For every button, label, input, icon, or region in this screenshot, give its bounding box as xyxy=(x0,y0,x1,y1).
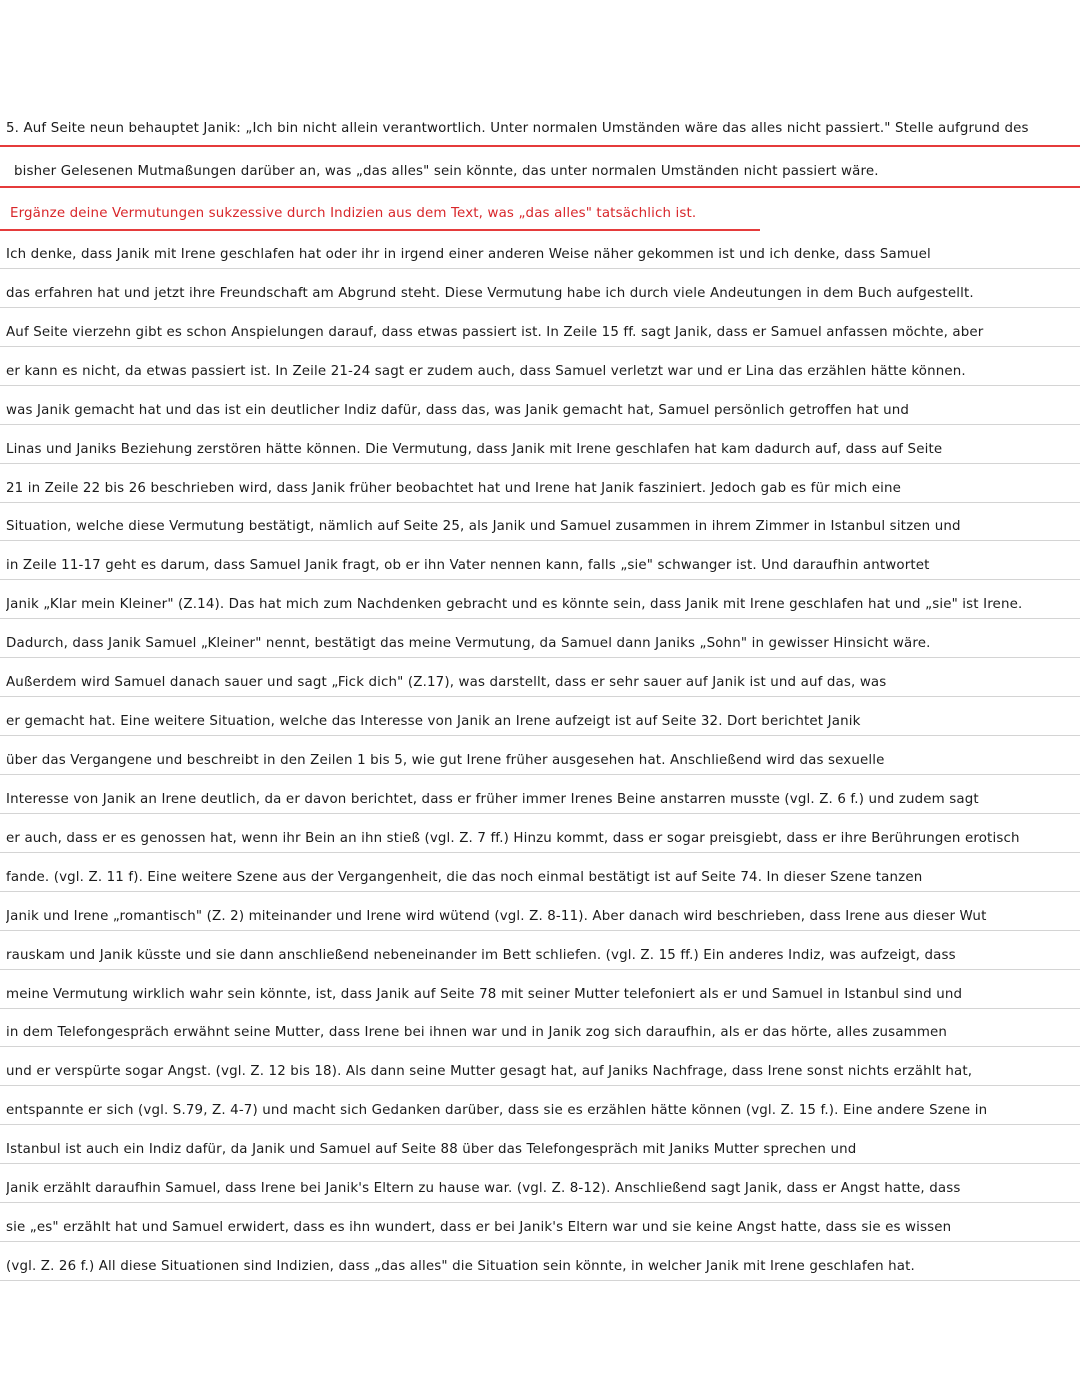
answer-line: was Janik gemacht hat und das ist ein deutlicher Indiz dafür, dass das, was Janik gemacht hat, Samuel persönlich getroffen hat und xyxy=(6,403,910,418)
ruled-line xyxy=(0,463,1080,464)
ruled-line xyxy=(0,579,1080,580)
answer-line: meine Vermutung wirklich wahr sein könnte, ist, dass Janik auf Seite 78 mit seiner Mutter telefoniert als er und Samuel in Istanbul sind und xyxy=(6,987,963,1002)
answer-line: sie „es" erzählt hat und Samuel erwidert, dass es ihn wundert, dass er bei Janik's Eltern war und sie keine Angst hatte, dass sie es wissen xyxy=(6,1220,952,1235)
answer-line: Janik „Klar mein Kleiner" (Z.14). Das hat mich zum Nachdenken gebracht und es könnte sein, dass Janik mit Irene geschlafen hat und „sie" ist Irene. xyxy=(6,597,1023,612)
ruled-line xyxy=(0,618,1080,619)
ruled-line xyxy=(0,1008,1080,1009)
ruled-line xyxy=(0,813,1080,814)
ruled-line xyxy=(0,502,1080,503)
ruled-line xyxy=(0,852,1080,853)
answer-line: er auch, dass er es genossen hat, wenn ihr Bein an ihn stieß (vgl. Z. 7 ff.) Hinzu kommt, dass er sogar preisgiebt, dass er ihre Berührungen erotisch xyxy=(6,831,1020,846)
answer-line: Situation, welche diese Vermutung bestätigt, nämlich auf Seite 25, als Janik und Samuel zusammen in ihrem Zimmer in Istanbul sitzen und xyxy=(6,519,961,534)
answer-line: in dem Telefongespräch erwähnt seine Mutter, dass Irene bei ihnen war und in Janik zog sich daraufhin, als er das hörte, alles zusammen xyxy=(6,1025,948,1040)
answer-line: (vgl. Z. 26 f.) All diese Situationen sind Indizien, dass „das alles" die Situation sein könnte, in welcher Janik mit Irene geschlafen hat. xyxy=(6,1259,915,1274)
ruled-line xyxy=(0,268,1080,269)
task-underline-2 xyxy=(0,186,1080,188)
ruled-line xyxy=(0,696,1080,697)
answer-line: rauskam und Janik küsste und sie dann anschließend nebeneinander im Bett schliefen. (vgl. Z. 15 ff.) Ein anderes Indiz, was aufzeigt, dass xyxy=(6,948,956,963)
task-line-1: 5. Auf Seite neun behauptet Janik: „Ich bin nicht allein verantwortlich. Unter normalen Umständen wäre das alles nicht passiert." Stelle aufgrund des xyxy=(6,121,1029,136)
answer-line: 21 in Zeile 22 bis 26 beschrieben wird, dass Janik früher beobachtet hat und Irene hat Janik fasziniert. Jedoch gab es für mich eine xyxy=(6,481,902,496)
answer-line: Interesse von Janik an Irene deutlich, da er davon berichtet, dass er früher immer Irenes Beine anstarren musste (vgl. Z. 6 f.) und zudem sagt xyxy=(6,792,979,807)
ruled-line xyxy=(0,891,1080,892)
ruled-line xyxy=(0,1163,1080,1164)
answer-line: Dadurch, dass Janik Samuel „Kleiner" nennt, bestätigt das meine Vermutung, da Samuel dann Janiks „Sohn" in gewisser Hinsicht wäre. xyxy=(6,636,931,651)
task-line-3: Ergänze deine Vermutungen sukzessive durch Indizien aus dem Text, was „das alles" tatsächlich ist. xyxy=(10,206,697,221)
ruled-line xyxy=(0,540,1080,541)
answer-line: er kann es nicht, da etwas passiert ist. In Zeile 21-24 sagt er zudem auch, dass Samuel verletzt war und er Lina das erzählen hätte können. xyxy=(6,364,966,379)
ruled-line xyxy=(0,1202,1080,1203)
answer-line: Auf Seite vierzehn gibt es schon Anspielungen darauf, dass etwas passiert ist. In Zeile 15 ff. sagt Janik, dass er Samuel anfassen möchte, aber xyxy=(6,325,984,340)
answer-line: über das Vergangene und beschreibt in den Zeilen 1 bis 5, wie gut Irene früher ausgesehen hat. Anschließend wird das sexuelle xyxy=(6,753,885,768)
ruled-line xyxy=(0,1046,1080,1047)
ruled-line xyxy=(0,424,1080,425)
answer-line: entspannte er sich (vgl. S.79, Z. 4-7) und macht sich Gedanken darüber, dass sie es erzählen hätte können (vgl. Z. 15 f.). Eine andere Szene in xyxy=(6,1103,988,1118)
ruled-line xyxy=(0,774,1080,775)
ruled-line xyxy=(0,1241,1080,1242)
answer-line: Janik und Irene „romantisch" (Z. 2) miteinander und Irene wird wütend (vgl. Z. 8-11). Aber danach wird beschrieben, dass Irene aus dieser Wut xyxy=(6,909,987,924)
task-line-2: bisher Gelesenen Mutmaßungen darüber an, was „das alles" sein könnte, das unter normalen Umständen nicht passiert wäre. xyxy=(14,164,879,179)
ruled-line xyxy=(0,1085,1080,1086)
answer-line: Linas und Janiks Beziehung zerstören hätte können. Die Vermutung, dass Janik mit Irene geschlafen hat kam dadurch auf, dass auf Seite xyxy=(6,442,943,457)
ruled-line xyxy=(0,969,1080,970)
ruled-line xyxy=(0,1280,1080,1281)
ruled-line xyxy=(0,385,1080,386)
answer-line: fande. (vgl. Z. 11 f). Eine weitere Szene aus der Vergangenheit, die das noch einmal bestätigt ist auf Seite 74. In dieser Szene tanzen xyxy=(6,870,923,885)
answer-line: Ich denke, dass Janik mit Irene geschlafen hat oder ihr in irgend einer anderen Weise näher gekommen ist und ich denke, dass Samuel xyxy=(6,247,931,262)
answer-line: Außerdem wird Samuel danach sauer und sagt „Fick dich" (Z.17), was darstellt, dass er sehr sauer auf Janik ist und auf das, was xyxy=(6,675,887,690)
ruled-line xyxy=(0,307,1080,308)
task-underline-3 xyxy=(0,229,760,231)
answer-line: Janik erzählt daraufhin Samuel, dass Irene bei Janik's Eltern zu hause war. (vgl. Z. 8-12). Anschließend sagt Janik, dass er Angst hatte, dass xyxy=(6,1181,961,1196)
ruled-line xyxy=(0,657,1080,658)
answer-line: er gemacht hat. Eine weitere Situation, welche das Interesse von Janik an Irene aufzeigt ist auf Seite 32. Dort berichtet Janik xyxy=(6,714,861,729)
ruled-line xyxy=(0,346,1080,347)
ruled-line xyxy=(0,930,1080,931)
answer-line: und er verspürte sogar Angst. (vgl. Z. 12 bis 18). Als dann seine Mutter gesagt hat, auf Janiks Nachfrage, dass Irene sonst nichts erzählt hat, xyxy=(6,1064,973,1079)
answer-line: in Zeile 11-17 geht es darum, dass Samuel Janik fragt, ob er ihn Vater nennen kann, falls „sie" schwanger ist. Und daraufhin antwortet xyxy=(6,558,930,573)
ruled-line xyxy=(0,735,1080,736)
answer-line: das erfahren hat und jetzt ihre Freundschaft am Abgrund steht. Diese Vermutung habe ich durch viele Andeutungen in dem Buch aufgestellt. xyxy=(6,286,974,301)
answer-line: Istanbul ist auch ein Indiz dafür, da Janik und Samuel auf Seite 88 über das Telefongespräch mit Janiks Mutter sprechen und xyxy=(6,1142,857,1157)
task-underline-1 xyxy=(0,145,1080,147)
ruled-line xyxy=(0,1124,1080,1125)
